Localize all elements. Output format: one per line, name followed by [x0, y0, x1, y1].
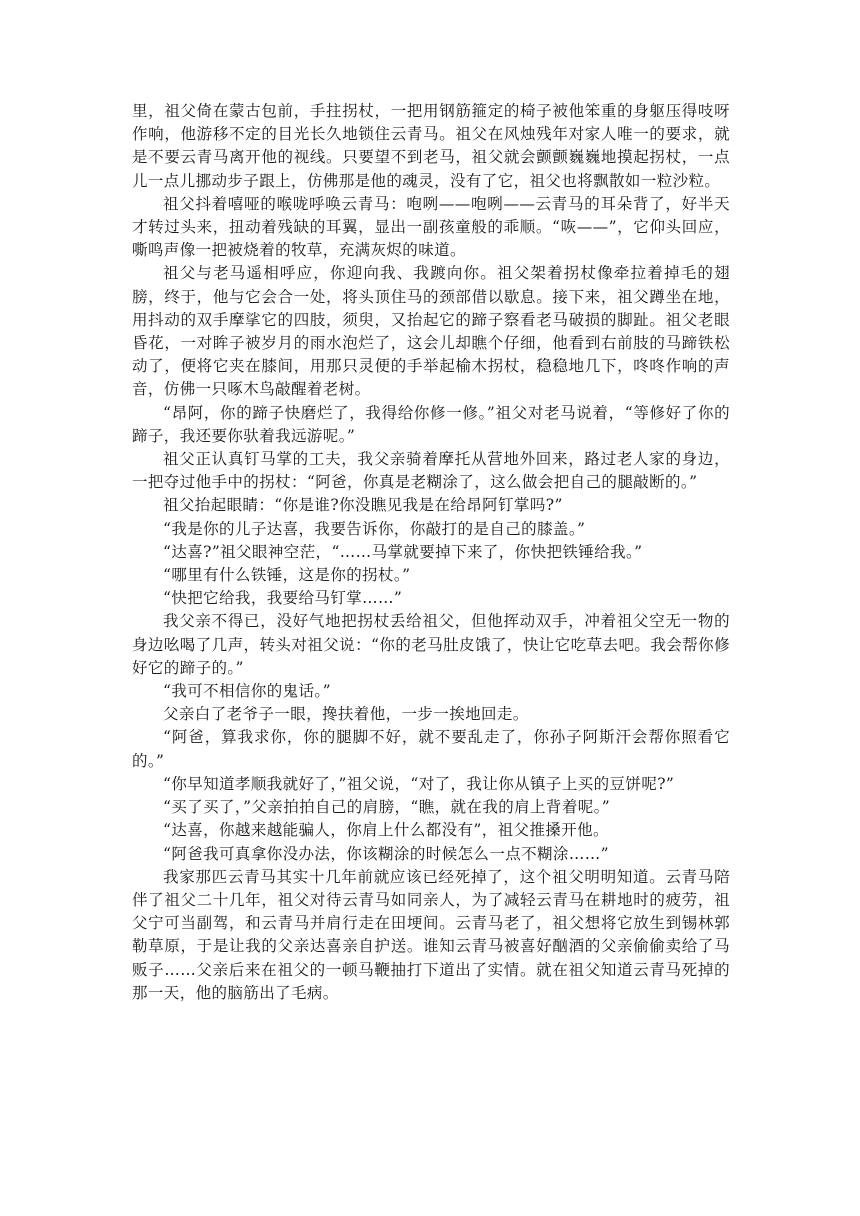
paragraph-12: “我可不相信你的鬼话。”: [163, 682, 331, 701]
paragraph-5: 祖父正认真钉马掌的工夫，我父亲骑着摩托从营地外回来，路过老人家的身边，一把夺过他手中的拐杖：“阿爸，你真是老糊涂了，这么做会把自己的腿敲断的。”: [132, 450, 730, 492]
paragraph-2: 祖父抖着嘻哑的喉咙呼唤云青马：咆咧——咆咧——云青马的耳朵背了，好半天才转过头来，扭动着残缺的耳翼，显出一副孩童般的乖顺。“咴——”，它仰头回应，嘶鸣声像一把被烧着的牧草，充满灰烬的味道。: [132, 194, 730, 260]
paragraph-14: “阿爸，算我求你，你的腿脚不好，就不要乱走了，你孙子阿斯汗会帮你照看它的。”: [132, 728, 730, 770]
document-body: [132, 100, 730, 1005]
paragraph-8: “达喜?”祖父眼神空茫，“……马掌就要掉下来了，你快把铁锤给我。”: [163, 542, 643, 561]
paragraph-9: “哪里有什么铁锤，这是你的拐杖。”: [163, 566, 411, 585]
paragraph-4: “昂阿，你的蹄子快磨烂了，我得给你修一修。”祖父对老马说着，“等修好了你的蹄子，我还要你驮着我远游呢。”: [132, 403, 730, 445]
paragraph-3: 祖父与老马遥相呼应，你迎向我、我踱向你。祖父架着拐杖像牵拉着掉毛的翅膀，终于，他与它会合一处，将头顶住马的颈部借以歇息。接下来，祖父蹲坐在地，用抖动的双手摩挲它的四肢，须臾，又抬起它的蹄子察看老马破损的脚趾。祖父老眼昏花，一对眸子被岁月的雨水泡烂了，这会儿却瞧个仔细，他看到右前肢的马蹄铁松动了，便将它夹在膝间，用那只灵便的手举起榆木拐杖，稳稳地几下，咚咚作响的声音，仿佛一只啄木鸟敲醒着老树。: [132, 264, 730, 399]
paragraph-18: “阿爸我可真拿你没办法，你该糊涂的时候怎么一点不糊涂……”: [163, 844, 609, 863]
paragraph-11: 我父亲不得已，没好气地把拐杖丢给祖父，但他挥动双手，冲着祖父空无一物的身边吆喝了几声，转头对祖父说：“你的老马肚皮饿了，快让它吃草去吧。我会帮你修好它的蹄子的。”: [132, 612, 730, 677]
paragraph-7: “我是你的儿子达喜，我要告诉你，你敲打的是自己的膝盖。”: [163, 519, 586, 538]
paragraph-13: 父亲白了老爷子一眼，搀扶着他，一步一挨地回走。: [163, 705, 529, 724]
paragraph-6: 祖父抬起眼睛：“你是谁?你没瞧见我是在给昂阿钉掌吗?”: [163, 496, 563, 515]
paragraph-10: “快把它给我，我要给马钉掌……”: [163, 589, 403, 608]
paragraph-16: “买了买了，”父亲拍拍自己的肩膀，“瞧，就在我的肩上背着呢。”: [163, 798, 611, 817]
paragraph-1: 里，祖父倚在蒙古包前，手拄拐杖，一把用钢筋箍定的椅子被他笨重的身躯压得吱呀作响，他游移不定的目光长久地锁住云青马。祖父在风烛残年对家人唯一的要求，就是不要云青马离开他的视线。只要望不到老马，祖父就会颤颤巍巍地摸起拐杖，一点儿一点儿挪动步子跟上，仿佛那是他的魂灵，没有了它，祖父也将飘散如一粒沙粒。: [132, 102, 730, 190]
paragraph-15: “你早知道孝顺我就好了，”祖父说，“对了，我让你从镇子上买的豆饼呢?”: [163, 774, 675, 793]
paragraph-19: 我家那匹云青马其实十几年前就应该已经死掉了，这个祖父明明知道。云青马陪伴了祖父二十几年，祖父对待云青马如同亲人，为了减轻云青马在耕地时的疲劳，祖父宁可当副驾，和云青马并肩行走在田埂间。云青马老了，祖父想将它放生到锡林郭勒草原，于是让我的父亲达喜亲自护送。谁知云青马被喜好酗酒的父亲偷偷卖给了马贩子……父亲后来在祖父的一顿马鞭抽打下道出了实情。就在祖父知道云青马死掉的那一天，他的脑筋出了毛病。: [132, 867, 730, 1002]
paragraph-17: “达喜，你越来越能骗人，你肩上什么都没有”，祖父推搡开他。: [163, 821, 609, 840]
